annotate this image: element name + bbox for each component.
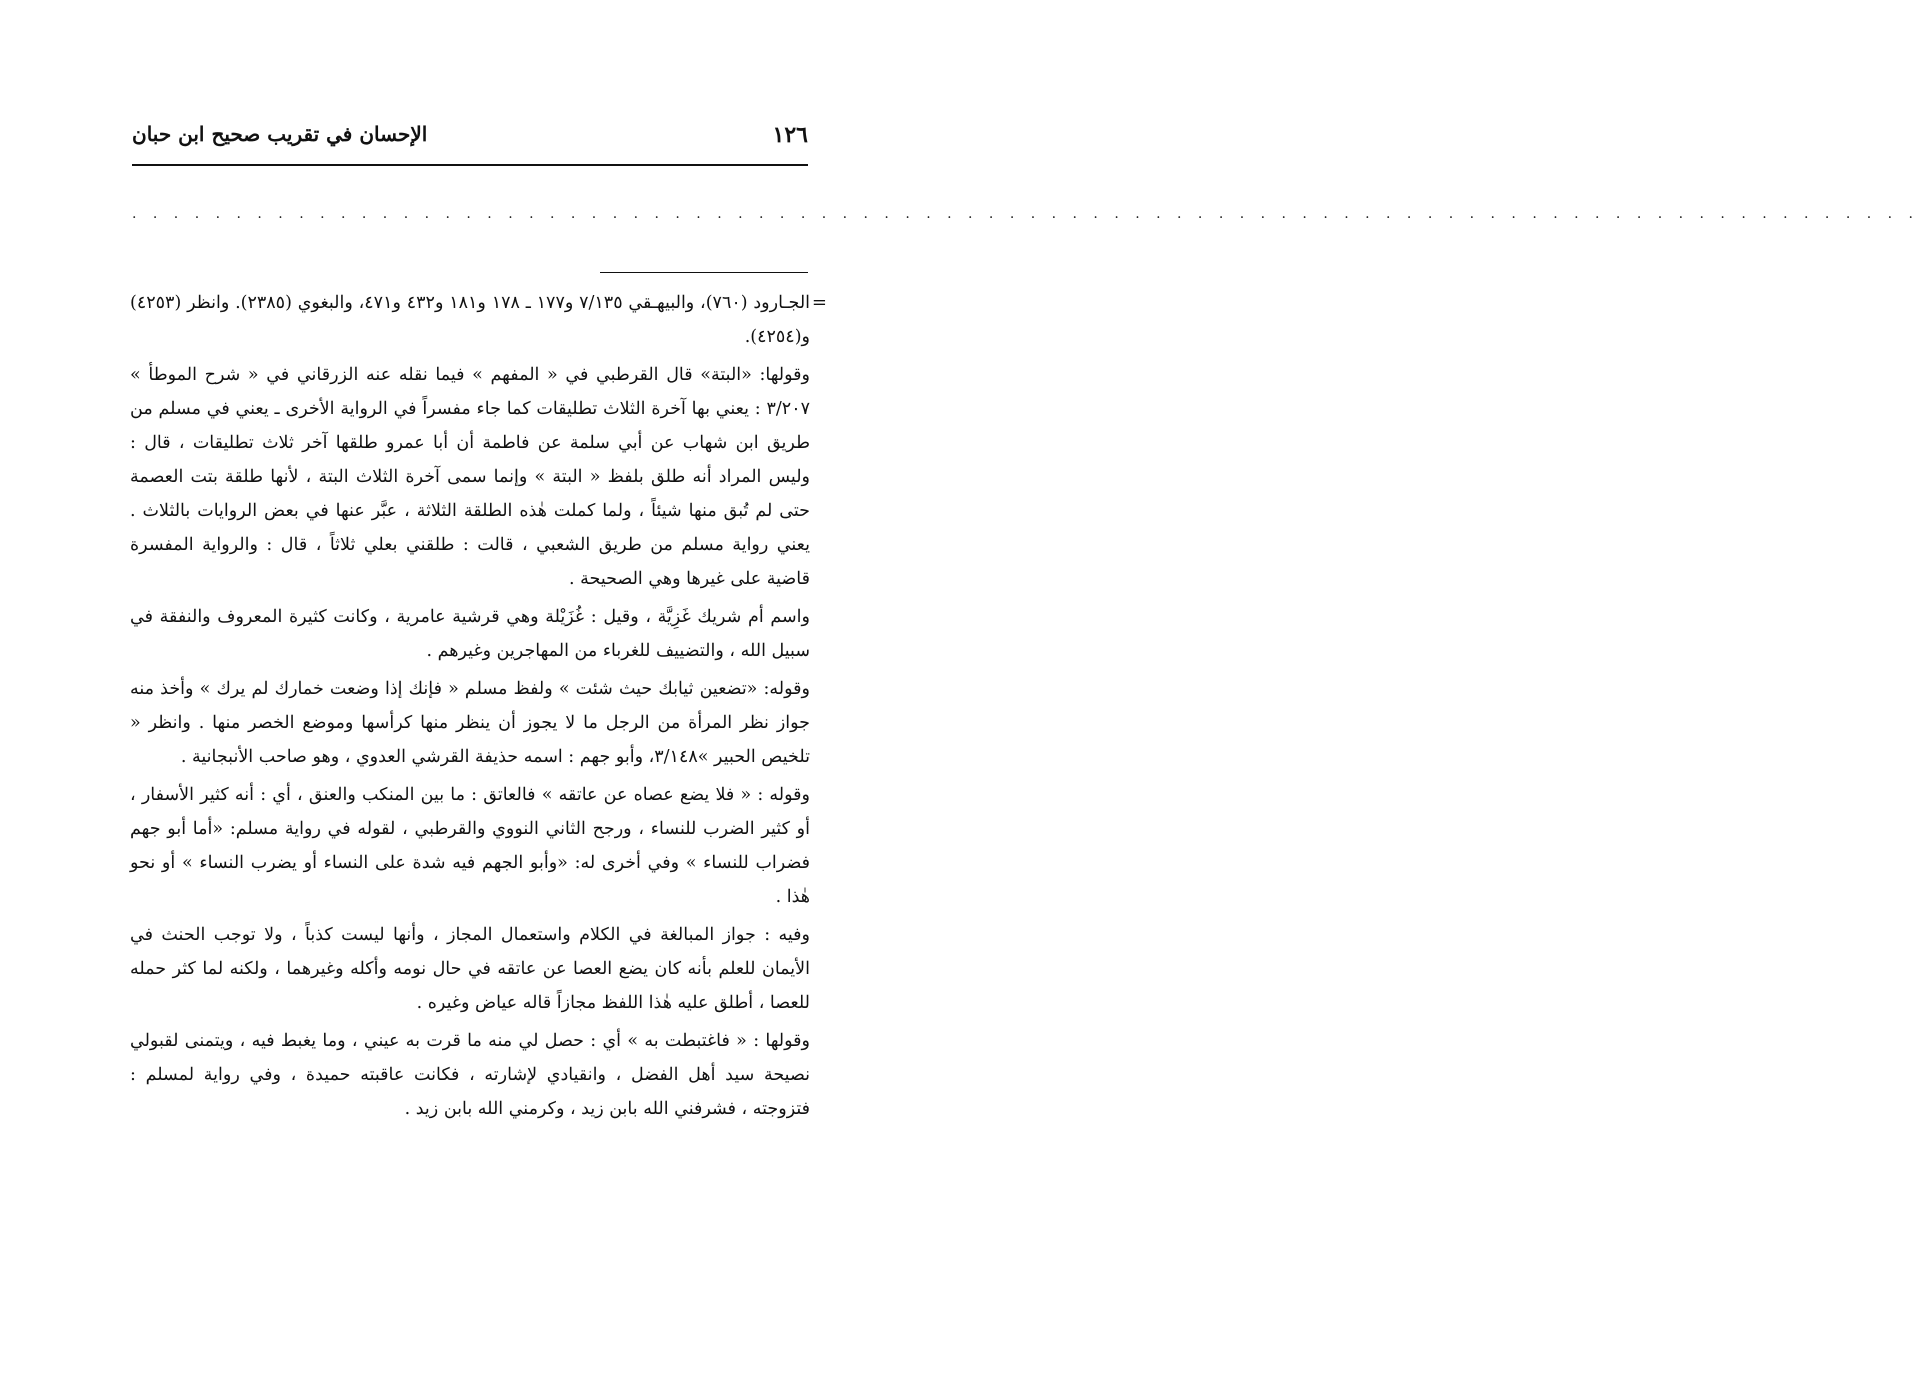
- footnote-paragraph: وفيه : جواز المبالغة في الكلام واستعمال المجاز ، وأنها ليست كذباً ، ولا توجب الحنث في الأيمان للعلم بأنه كان يضع العصا عن عاتقه في حال نومه وأكله وغيرهما ، ولكنه لما كثر حمله للعصا ، أطلق عليه هٰذا اللفظ مجازاً قاله عياض وغيره .: [130, 925, 810, 1013]
- footnote-paragraph: وقولها : « فاغتبطت به » أي : حصل لي منه ما قرت به عيني ، وما يغبط فيه ، ويتمنى لقبولي نصيحة سيد أهل الفضل ، وانقيادي لإشارته ، فكانت عاقبته حميدة ، وفي رواية لمسلم : فتزوجته ، فشرفني الله بابن زيد ، وكرمني الله بابن زيد .: [130, 1031, 810, 1119]
- continuation-mark: =: [811, 292, 827, 313]
- header-rule: [132, 164, 808, 166]
- footnote-rule: [600, 272, 808, 273]
- footnote-paragraph: وقوله : « فلا يضع عصاه عن عاتقه » فالعاتق : ما بين المنكب والعنق ، أي : أنه كثير الأسفار ، أو كثير الضرب للنساء ، ورجح الثاني النووي والقرطبي ، لقوله في رواية مسلم: «أما أبو جهم فضراب للنساء » وفي أخرى له: «وأبو الجهم فيه شدة على النساء أو يضرب النساء » أو نحو هٰذا .: [130, 785, 810, 907]
- footnote-paragraph: واسم أم شريك غَزِيَّة ، وقيل : غُزَيْلة وهي قرشية عامرية ، وكانت كثيرة المعروف والنفقة في سبيل الله ، والتضييف للغرباء من المهاجرين وغيرهم .: [130, 607, 810, 661]
- footnote-paragraph: الجـارود (٧٦٠)، والبيهـقي ٧/١٣٥ و١٧٧ ـ ١٧٨ و١٨١ و٤٣٢ و٤٧١، والبغوي (٢٣٨٥). وانظر (٤٢٥٣) و(٤٢٥٤).: [130, 293, 811, 347]
- dotted-separator: . . . . . . . . . . . . . . . . . . . . . . . . . . . . . . . . . . . . . . . . . . . . . . . . . . . . . . . . . . . . . . . . . . . . . . . . . . . . . . . . . . . . . .: [132, 206, 1919, 222]
- footnote-paragraph: وقوله: «تضعين ثيابك حيث شئت » ولفظ مسلم « فإنك إذا وضعت خمارك لم يرك » وأخذ منه جواز نظر المرأة من الرجل ما لا يجوز أن ينظر منها كرأسها وموضع الخصر منها . وانظر « تلخيص الحبير »٣/١٤٨، وأبو جهم : اسمه حذيفة القرشي العدوي ، وهو صاحب الأنبجانية .: [130, 679, 810, 767]
- page-number: ١٢٦: [772, 122, 808, 148]
- footnote-paragraph: وقولها: «البتة» قال القرطبي في « المفهم » فيما نقله عنه الزرقاني في « شرح الموطأ » ٣/٢٠٧ : يعني بها آخرة الثلاث تطليقات كما جاء مفسراً في الرواية الأخرى ـ يعني في مسلم من طريق ابن شهاب عن أبي سلمة عن فاطمة أن أبا عمرو طلقها آخر ثلاث تطليقات ، قال : وليس المراد أنه طلق بلفظ « البتة » وإنما سمى آخرة الثلاث البتة ، لأنها طلقة بتت العصمة حتى لم تُبق منها شيئاً ، ولما كملت هٰذه الطلقة الثلاثة ، عبَّر عنها في بعض الروايات بالثلاث . يعني رواية مسلم من طريق الشعبي ، قالت : طلقني بعلي ثلاثاً ، قال : والرواية المفسرة قاضية على غيرها وهي الصحيحة .: [130, 365, 810, 589]
- book-title: الإحسان في تقريب صحيح ابن حبان: [132, 122, 428, 146]
- running-header: [132, 118, 808, 158]
- footnotes-block: [130, 286, 810, 1126]
